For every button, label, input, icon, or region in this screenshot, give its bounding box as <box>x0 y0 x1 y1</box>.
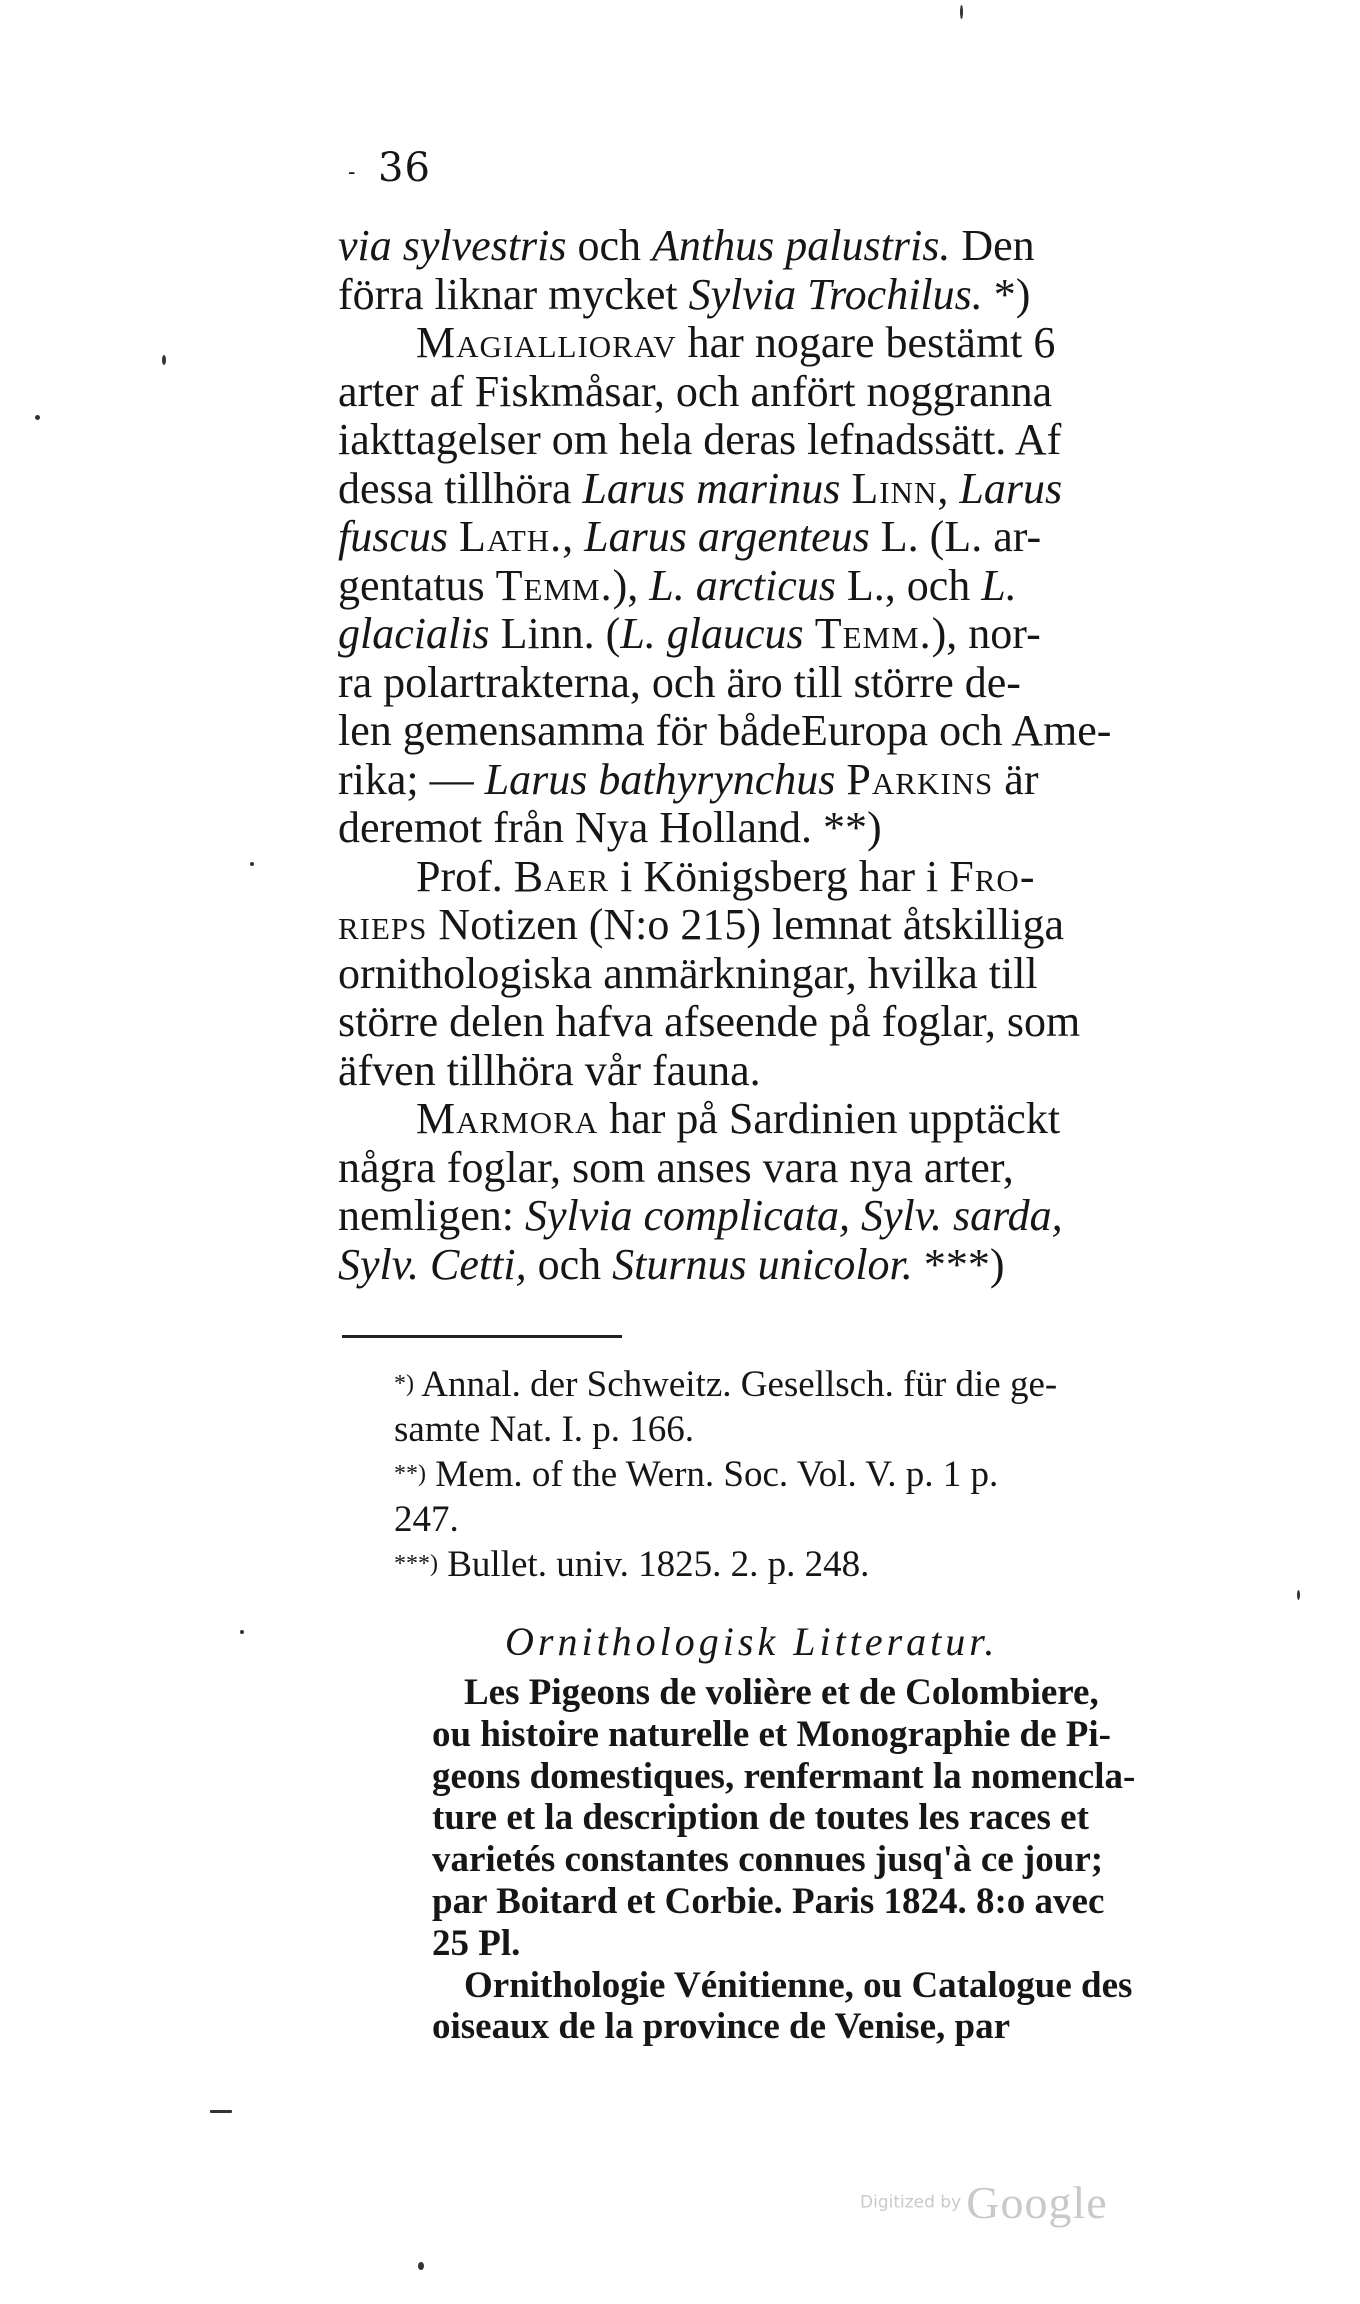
italic-species-name: Larus marinus <box>582 463 841 513</box>
text-line <box>338 659 1218 708</box>
text-segment: nemligen: <box>338 1191 525 1240</box>
scan-speck <box>240 1630 244 1634</box>
footnote-line <box>394 1497 1224 1542</box>
text-segment: *) <box>982 269 1031 319</box>
scan-speck <box>35 415 40 420</box>
text-line <box>338 998 1218 1047</box>
text-line <box>338 271 1218 320</box>
text-segment: , <box>937 463 960 513</box>
text-line <box>338 1144 1218 1193</box>
footnote-line <box>394 1452 1224 1497</box>
text-line <box>338 610 1218 659</box>
text-segment: L., och <box>835 560 982 610</box>
italic-species-name: Sylv. Cetti, <box>338 1239 527 1289</box>
text-segment: gentatus <box>338 560 496 610</box>
bibliography-entry-line: ou histoire naturelle et Monographie de Pi- <box>432 1713 1111 1755</box>
text-segment: L. (L. ar- <box>869 512 1042 561</box>
section-heading: Ornithologisk Litteratur. <box>505 1619 999 1664</box>
text-line <box>338 513 1218 562</box>
text-line <box>338 1241 1218 1290</box>
author-name: Temm. <box>495 560 613 610</box>
watermark-prefix: Digitized by <box>860 2192 962 2213</box>
footnotes-block <box>394 1362 1224 1587</box>
text-segment: Linn. ( <box>489 609 621 658</box>
footnote-text: Bullet. univ. 1825. 2. p. 248. <box>447 1544 870 1585</box>
footnote-marker: *) <box>394 1371 414 1397</box>
italic-species-name: Larus argenteus <box>584 512 870 561</box>
text-line <box>338 901 1218 950</box>
author-name: rieps <box>338 900 428 949</box>
page-number-dash-mark: - <box>348 160 357 185</box>
author-name: Parkins <box>846 754 994 804</box>
text-segment: dessa tillhöra <box>338 463 583 513</box>
italic-species-name: Sylvia Trochilus. <box>688 269 983 319</box>
text-line <box>338 707 1218 756</box>
bibliography-entry-line: oiseaux de la province de Venise, par <box>432 2006 1010 2048</box>
footnote-marker: ***) <box>394 1551 438 1577</box>
text-line <box>338 368 1218 417</box>
author-name: Baer <box>513 851 610 901</box>
page-number-value: 36 <box>378 145 431 191</box>
text-segment: ornithologiska anmärkningar, hvilka till <box>338 948 1038 998</box>
italic-species-name: Anthus palustris. <box>652 221 951 270</box>
text-line <box>338 562 1218 611</box>
scan-speck <box>1297 1590 1300 1600</box>
page-number <box>348 145 431 191</box>
author-name: Marmora <box>416 1094 599 1143</box>
bibliography-list <box>432 1672 1232 2048</box>
text-line <box>338 1192 1218 1241</box>
main-body-text <box>338 222 1218 1289</box>
text-line <box>338 1095 1218 1144</box>
text-segment <box>840 464 851 513</box>
footnote-separator-rule <box>342 1335 622 1338</box>
italic-species-name: Larus <box>959 463 1063 513</box>
text-segment: Den <box>950 221 1035 270</box>
italic-species-name: Larus bathyrynchus <box>484 754 836 804</box>
text-segment: förra liknar mycket <box>338 269 689 319</box>
footnote-text: Annal. der Schweitz. Gesellsch. für die ge- <box>421 1364 1058 1405</box>
italic-species-name: Sturnus unicolor. <box>612 1239 913 1289</box>
scan-speck <box>250 862 254 866</box>
text-segment: rika; — <box>338 754 485 804</box>
italic-species-name: L. <box>981 560 1017 610</box>
digitized-watermark <box>860 2176 1108 2229</box>
scan-speck <box>210 2110 232 2113</box>
text-line <box>338 804 1218 853</box>
text-segment: är <box>993 754 1039 804</box>
footnote-line <box>394 1407 1224 1452</box>
text-line <box>338 1047 1218 1096</box>
text-segment: iakttagelser om hela deras lefnadssätt. Af <box>338 415 1062 464</box>
text-line <box>338 465 1218 514</box>
scan-speck <box>960 5 963 19</box>
italic-species-name: L. glaucus <box>620 609 804 658</box>
text-segment: och <box>526 1239 613 1289</box>
footnote-line <box>394 1362 1224 1407</box>
italic-species-name: glacialis <box>338 609 490 658</box>
author-name: Linn <box>851 463 938 513</box>
text-segment: har på Sardinien upptäckt <box>598 1094 1061 1143</box>
text-segment: och <box>566 221 653 270</box>
scan-speck <box>418 2262 424 2270</box>
text-line <box>338 950 1218 999</box>
text-line <box>338 319 1218 368</box>
text-segment: har nogare bestämt 6 <box>676 318 1056 367</box>
text-segment: arter af Fiskmåsar, och anfört noggranna <box>338 366 1053 416</box>
text-segment: äfven tillhöra vår fauna. <box>338 1045 761 1095</box>
text-segment: ), nor- <box>931 609 1041 658</box>
text-segment: Prof. <box>416 851 514 901</box>
text-line <box>338 853 1218 902</box>
italic-species-name: via sylvestris <box>338 221 567 270</box>
footnote-line <box>394 1542 1224 1587</box>
footnote-marker: **) <box>394 1461 426 1487</box>
text-line <box>338 416 1218 465</box>
text-segment: , <box>562 512 585 561</box>
text-segment <box>804 609 815 658</box>
text-line <box>338 756 1218 805</box>
bibliography-entry-line: ture et la description de toutes les races et <box>432 1797 1089 1839</box>
footnote-text: 247. <box>394 1499 459 1540</box>
text-segment: i Königsberg har i <box>609 851 950 901</box>
author-name: Fro- <box>949 851 1036 901</box>
author-name: Magialliorav <box>416 318 677 367</box>
bibliography-entry-line: Les Pigeons de volière et de Colombiere, <box>464 1672 1099 1713</box>
italic-species-name: fuscus <box>338 512 448 561</box>
text-segment: ), <box>612 560 650 610</box>
text-segment: större delen hafva afseende på foglar, som <box>338 997 1081 1046</box>
bibliography-entry-line: 25 Pl. <box>432 1922 521 1964</box>
scan-speck <box>162 355 166 365</box>
italic-species-name: Sylvia complicata, Sylv. sarda, <box>524 1191 1063 1240</box>
text-segment: några foglar, som anses vara nya arter, <box>338 1142 1014 1192</box>
text-segment: ra polartrakterna, och äro till större de- <box>338 657 1021 707</box>
bibliography-entry-line: varietés constantes connues jusq'à ce jour; <box>432 1839 1104 1881</box>
text-segment: deremot från Nya Holland. **) <box>338 803 882 852</box>
author-name: Temm. <box>814 609 932 658</box>
bibliography-entry-line: par Boitard et Corbie. Paris 1824. 8:o avec <box>432 1880 1105 1922</box>
bibliography-entry-line: geons domestiques, renfermant la nomencla- <box>432 1755 1136 1797</box>
text-line <box>338 222 1218 271</box>
text-segment: len gemensamma för bådeEuropa och Ame- <box>338 706 1112 755</box>
text-segment <box>448 512 459 561</box>
author-name: Lath. <box>459 512 563 561</box>
text-segment: ***) <box>912 1239 1005 1289</box>
footnote-text: Mem. of the Wern. Soc. Vol. V. p. 1 p. <box>435 1454 999 1495</box>
footnote-text: samte Nat. I. p. 166. <box>394 1409 695 1450</box>
italic-species-name: L. arcticus <box>649 560 836 610</box>
bibliography-entry-line: Ornithologie Vénitienne, ou Catalogue des <box>464 1964 1133 2006</box>
watermark-brand: Google <box>966 2177 1108 2228</box>
text-segment <box>835 755 846 804</box>
text-segment: Notizen (N:o 215) lemnat åtskilliga <box>427 900 1065 949</box>
